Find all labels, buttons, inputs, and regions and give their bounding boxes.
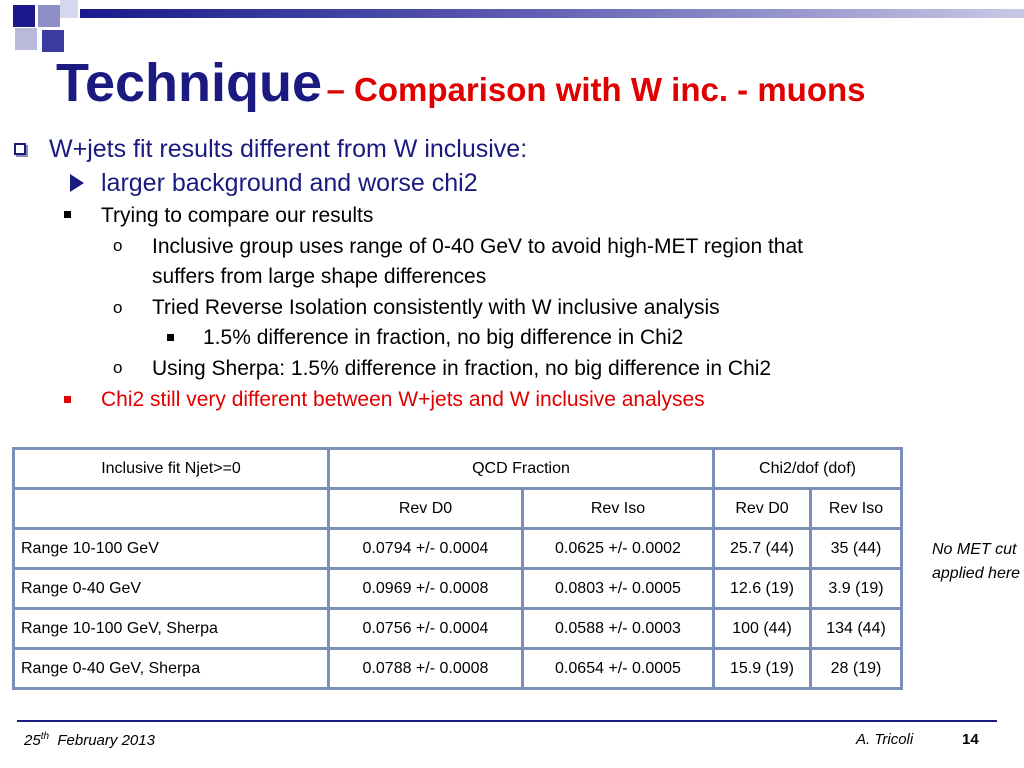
title-bar-gradient bbox=[80, 9, 1024, 18]
footer-date-day: 25 bbox=[24, 732, 41, 749]
table-cell: 15.9 (19) bbox=[714, 649, 811, 689]
bullet-2: larger background and worse chi2 bbox=[101, 169, 478, 197]
side-note: No MET cut applied here bbox=[932, 541, 1021, 582]
footer-divider bbox=[17, 720, 997, 722]
title-subtitle: – Comparison with W inc. - muons bbox=[326, 71, 866, 108]
square-bullet-icon bbox=[64, 211, 71, 218]
results-table bbox=[12, 447, 903, 690]
table-row bbox=[14, 529, 902, 569]
table-subheader-row bbox=[14, 489, 902, 529]
header-cell: QCD Fraction bbox=[329, 449, 714, 489]
logo-square-pale bbox=[60, 0, 78, 18]
header-cell: Inclusive fit Njet>=0 bbox=[14, 449, 329, 489]
table-cell: 0.0756 +/- 0.0004 bbox=[329, 609, 523, 649]
square-bullet-icon bbox=[167, 334, 174, 341]
table-cell: 0.0654 +/- 0.0005 bbox=[523, 649, 714, 689]
logo-square-light bbox=[15, 28, 37, 50]
subheader-cell: Rev Iso bbox=[811, 489, 902, 529]
table-cell: 12.6 (19) bbox=[714, 569, 811, 609]
bullet-1: W+jets fit results different from W inclusive: bbox=[49, 135, 528, 163]
subheader-cell: Rev D0 bbox=[329, 489, 523, 529]
table-cell: 0.0794 +/- 0.0004 bbox=[329, 529, 523, 569]
table-cell: 0.0969 +/- 0.0008 bbox=[329, 569, 523, 609]
table-cell: 134 (44) bbox=[811, 609, 902, 649]
bullet-4-cont: suffers from large shape differences bbox=[152, 265, 487, 288]
logo-square-dark-2 bbox=[42, 30, 64, 52]
footer-date bbox=[24, 731, 155, 749]
table-cell: 3.9 (19) bbox=[811, 569, 902, 609]
title-main: Technique bbox=[56, 53, 323, 113]
circle-bullet-icon: o bbox=[113, 358, 123, 377]
subheader-cell-empty bbox=[14, 489, 329, 529]
footer-date-rest: February 2013 bbox=[57, 732, 155, 749]
table-header-row bbox=[14, 449, 902, 489]
bullet-3: Trying to compare our results bbox=[101, 204, 374, 227]
logo-square-dark bbox=[13, 5, 35, 27]
footer-author: A. Tricoli bbox=[856, 731, 914, 748]
table-cell: 28 (19) bbox=[811, 649, 902, 689]
footer-date-suffix: th bbox=[40, 731, 50, 742]
row-label: Range 10-100 GeV bbox=[14, 529, 329, 569]
table-cell: 0.0625 +/- 0.0002 bbox=[523, 529, 714, 569]
subheader-cell: Rev Iso bbox=[523, 489, 714, 529]
table-row bbox=[14, 609, 902, 649]
table-cell: 25.7 (44) bbox=[714, 529, 811, 569]
bullet-8: Chi2 still very different between W+jets and W inclusive analyses bbox=[101, 388, 705, 411]
slide-title bbox=[56, 52, 866, 114]
subheader-cell: Rev D0 bbox=[714, 489, 811, 529]
box-bullet-icon bbox=[14, 143, 26, 155]
circle-bullet-icon: o bbox=[113, 298, 123, 317]
table-row bbox=[14, 649, 902, 689]
table-row bbox=[14, 569, 902, 609]
table-cell: 0.0588 +/- 0.0003 bbox=[523, 609, 714, 649]
table-cell: 35 (44) bbox=[811, 529, 902, 569]
bullet-7: Using Sherpa: 1.5% difference in fraction, no big difference in Chi2 bbox=[152, 357, 772, 380]
header-cell: Chi2/dof (dof) bbox=[714, 449, 902, 489]
square-bullet-red-icon bbox=[64, 396, 71, 403]
page-number: 14 bbox=[962, 731, 979, 748]
bullet-4: Inclusive group uses range of 0-40 GeV to avoid high-MET region that bbox=[152, 235, 803, 258]
table-cell: 0.0788 +/- 0.0008 bbox=[329, 649, 523, 689]
arrow-bullet-icon bbox=[70, 174, 84, 192]
bullet-6: 1.5% difference in fraction, no big difference in Chi2 bbox=[203, 326, 684, 349]
table-cell: 100 (44) bbox=[714, 609, 811, 649]
row-label: Range 0-40 GeV bbox=[14, 569, 329, 609]
row-label: Range 10-100 GeV, Sherpa bbox=[14, 609, 329, 649]
circle-bullet-icon: o bbox=[113, 236, 123, 255]
bullet-5: Tried Reverse Isolation consistently with W inclusive analysis bbox=[152, 296, 720, 319]
table-cell: 0.0803 +/- 0.0005 bbox=[523, 569, 714, 609]
logo-square-mid bbox=[38, 5, 60, 27]
row-label: Range 0-40 GeV, Sherpa bbox=[14, 649, 329, 689]
